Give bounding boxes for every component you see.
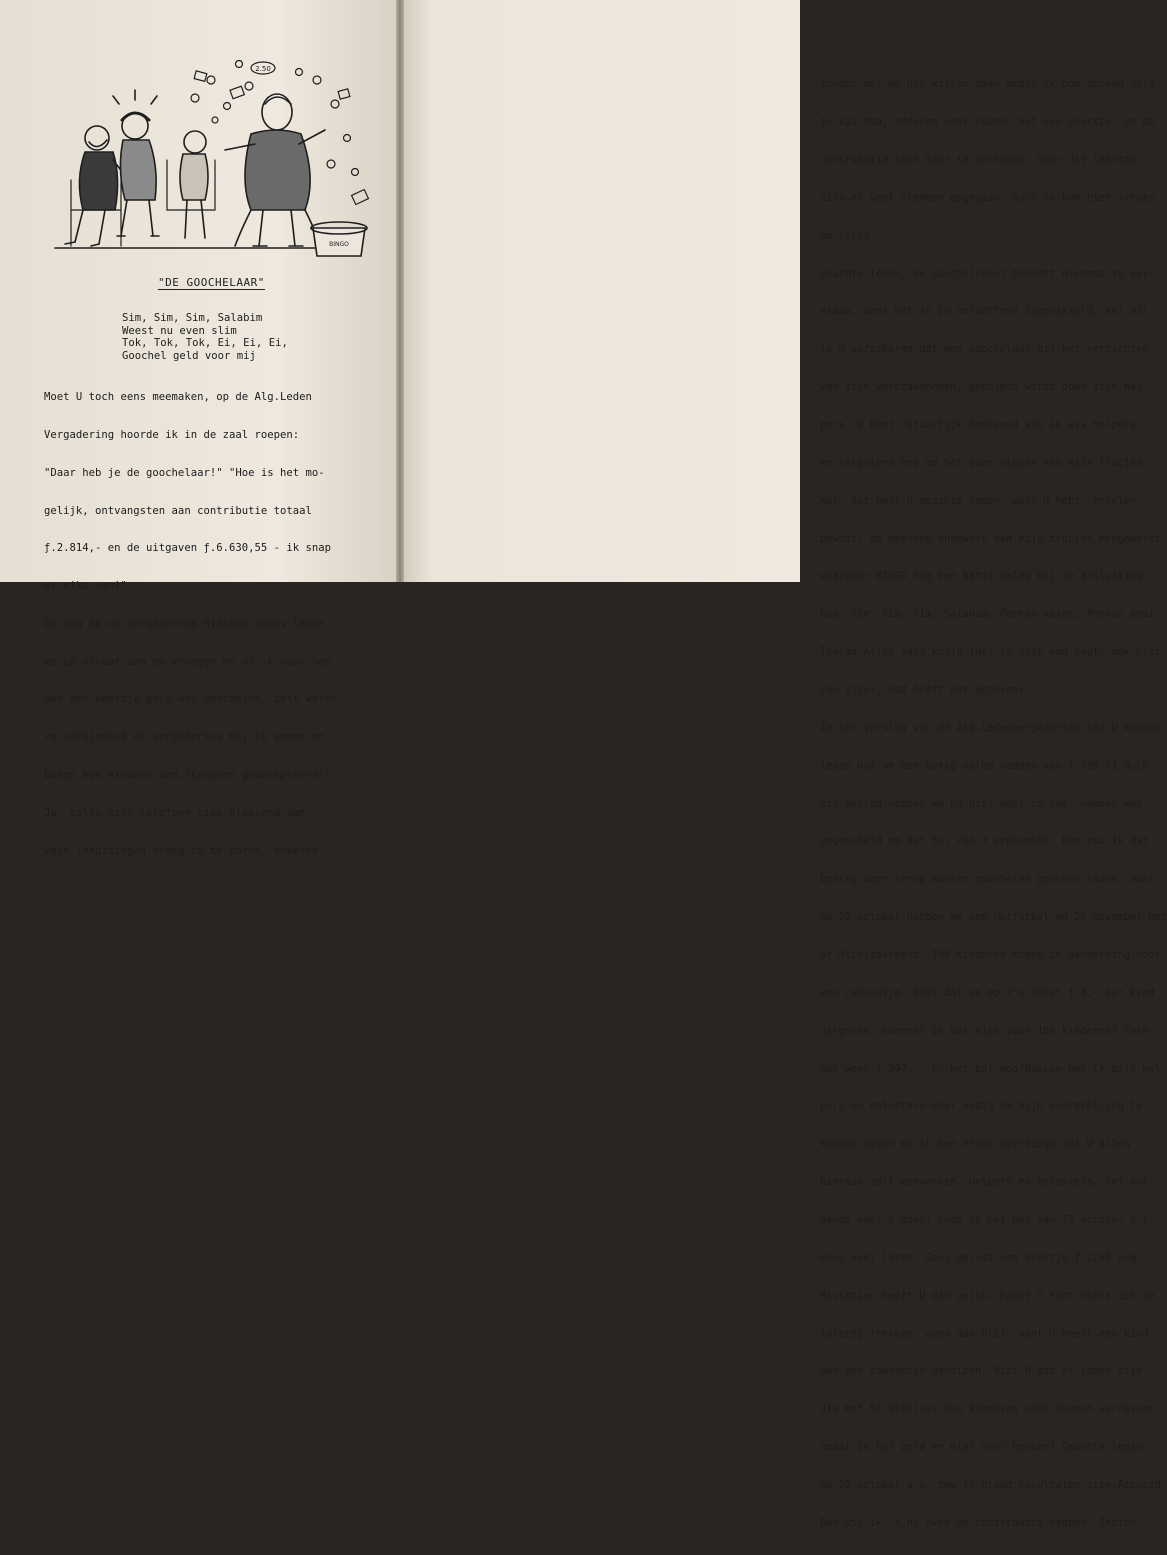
text-line: hieraan zult meewerken. Helpers en helpsters, het vol- xyxy=(820,1176,1155,1189)
text-line: Geachte leden, de goochelkunst behoeft niemand te ver- xyxy=(820,267,1155,280)
left-page xyxy=(0,0,400,857)
text-line: waardoor BINGO nog een batig saldo bij de afsluiting xyxy=(820,570,1143,583)
poem-line: Sim, Sim, Sim, Salabim xyxy=(122,312,263,324)
text-line: staan, want het is zo ontzettend ingewikkeld. Wel wil xyxy=(820,305,1149,318)
poem-title: "DE GOOCHELAAR" xyxy=(158,276,265,289)
hat-label: BINGO xyxy=(329,241,349,248)
seated-man-figure xyxy=(65,126,127,246)
text-line: en helpsters heb om het doen slagen van mijn trucjes. xyxy=(820,456,1149,469)
text-line: een cadeautje. Stel dat we op z'n minst ƒ.3,- per kind xyxy=(820,986,1155,999)
right-page xyxy=(400,0,1167,1529)
magician-illustration xyxy=(55,60,375,260)
text-line: eens veel loten. Gooi gerust een keertje ƒ.2,50 weg. xyxy=(820,1251,1143,1264)
text-line: In het verslag van de Alg.Ledenvergadering had U kunnen xyxy=(820,721,1161,734)
poem-line: Weest nu even slim xyxy=(122,324,237,337)
left-paragraph xyxy=(44,366,337,882)
text-line: gegoocheld op het bal van 3 september. Hoe zou ik dat xyxy=(820,835,1149,848)
text-line: Vele lofuitingen kreeg ik te horen, enkelen xyxy=(44,844,319,857)
magician-figure xyxy=(225,94,325,246)
text-line: op 22 october hebben we een Herfstbal en 26 november het xyxy=(820,911,1167,924)
text-line: loterij trekken, wees dan blij, want U heeft een kind xyxy=(820,1327,1149,1340)
text-line: "Daar heb je de goochelaar!" "Hoe is het mo- xyxy=(44,466,325,479)
text-line: contributie toch maar te verhogen. Voor dit laatste xyxy=(820,153,1137,166)
text-line: pers en helpsters weer nodig om mijn voorstelling te xyxy=(820,1100,1143,1113)
text-line: ik U verzekeren dat een goochelaar bij het verrichten xyxy=(820,343,1149,356)
text-line: Ja, zelfs mijn telefoon liep gloeiend aan. xyxy=(44,806,312,819)
text-line: van zijn werkzaamheden, geholpen wordt door zijn hel- xyxy=(820,381,1149,394)
text-line: ze verhinderd de vergadering bij te wonen en xyxy=(44,731,325,744)
text-line: op 22 october a.s. zou ik graag resultaten zien.Accoord xyxy=(820,1479,1161,1492)
text-line: Dan wil ik 't nu over de contributie hebben. Indien xyxy=(820,1516,1137,1529)
text-line: omdat ze het geld er niet voor hebben? Geachte leden, xyxy=(820,1441,1149,1454)
text-line: Vergadering hoorde ik in de zaal roepen: xyxy=(44,428,300,441)
price-bubble-label: 2.50 xyxy=(255,65,271,73)
poem-verse xyxy=(122,312,288,362)
text-line: De dag na de vergadering hielden dames-leden xyxy=(44,617,325,630)
text-line: lezen dat we een batig saldo hadden van ƒ.709,51 doch xyxy=(820,759,1149,772)
right-paragraph xyxy=(820,53,1167,1555)
text-line: boden hun excuses aan.(Excuses geaccepteerd!) xyxy=(44,769,332,781)
boy-figure xyxy=(167,131,215,238)
text-line: Misschien heeft U dan geluk. Mocht U toch niets uit de xyxy=(820,1289,1155,1302)
text-line: had. Sim, Sim, Sim, Salabim, Poekan kajoe, Poekan besi xyxy=(820,608,1155,621)
text-line: zouden met me uit willen gaan omdat ik nog genoeg geld xyxy=(820,78,1155,91)
text-line: er niks van!" xyxy=(44,580,127,593)
woman-figure xyxy=(113,90,159,236)
text-line: van ijzer, God heeft het gegeven). xyxy=(820,684,1031,696)
text-line: gelijk, ontvangsten aan contributie totaal xyxy=(44,504,312,517)
text-line: dit bedrag hebben we nu niet meer in kas. Gewoon weg- xyxy=(820,797,1149,810)
text-line: pers. U bent natuurlijk benieuwd wie ik als helpers xyxy=(820,418,1137,431)
text-line: St.Nicolaasfeest. 199 Kinderen komen in aanmerking voor xyxy=(820,949,1161,962)
poem-line: Goochel geld voor mij xyxy=(122,349,256,362)
book-spine xyxy=(396,0,404,582)
top-hat xyxy=(311,222,367,256)
text-line: Moet U toch eens meemaken, op de Alg.Leden xyxy=(44,391,312,404)
text-line: zijn er veel stemmen opgegaan, doch ik kom hier straks xyxy=(820,191,1155,204)
text-line: bedrag weer terug moeten goochelen geachte leden, want xyxy=(820,873,1155,886)
text-line: die met St.Nicolaas hun kinderen niet kunnen verrassen xyxy=(820,1403,1155,1416)
text-line: ƒ.2.814,- en de uitgaven ƒ.6.630,55 - ik snap xyxy=(44,542,332,555)
poem-line: Tok, Tok, Tok, Ei, Ei, Ei, xyxy=(122,337,288,349)
text-line: Toehan Allah jang kasih.(Het is niet van hout, ook niet xyxy=(820,646,1161,659)
text-line: aan een cadeautje geholpen. Wist U dat er leden zijn, xyxy=(820,1365,1149,1378)
text-line: ook een keertje geld wou goochelen, zelf waren xyxy=(44,693,338,706)
text-line: Wel, dat bent U geachte leden, want U hebt, enkelen xyxy=(820,494,1137,507)
text-line: gende moet U doen; koop op het bal van 22 october a.s. xyxy=(820,1214,1155,1227)
text-line: me op straat aan en vroegen me of ik voor hen xyxy=(44,655,332,668)
text-line: kunnen geven en ik ben ervan overtuigd dat U allen xyxy=(820,1138,1130,1151)
text-line: bewust, de meesten onbewust aan mijn trucjes meegewerkt xyxy=(820,532,1161,545)
text-line: uitgeven, hoeveel is dat niet voor 199 kinderen? Toch xyxy=(820,1024,1149,1037)
text-line: in kas had, anderen weer kwamen met een voorstel om de xyxy=(820,116,1155,129)
text-line: op terug. xyxy=(820,229,876,242)
text-line: ook weer ƒ.597,-. En het bal nog?Daarom heb ik mijn hel- xyxy=(820,1062,1167,1075)
